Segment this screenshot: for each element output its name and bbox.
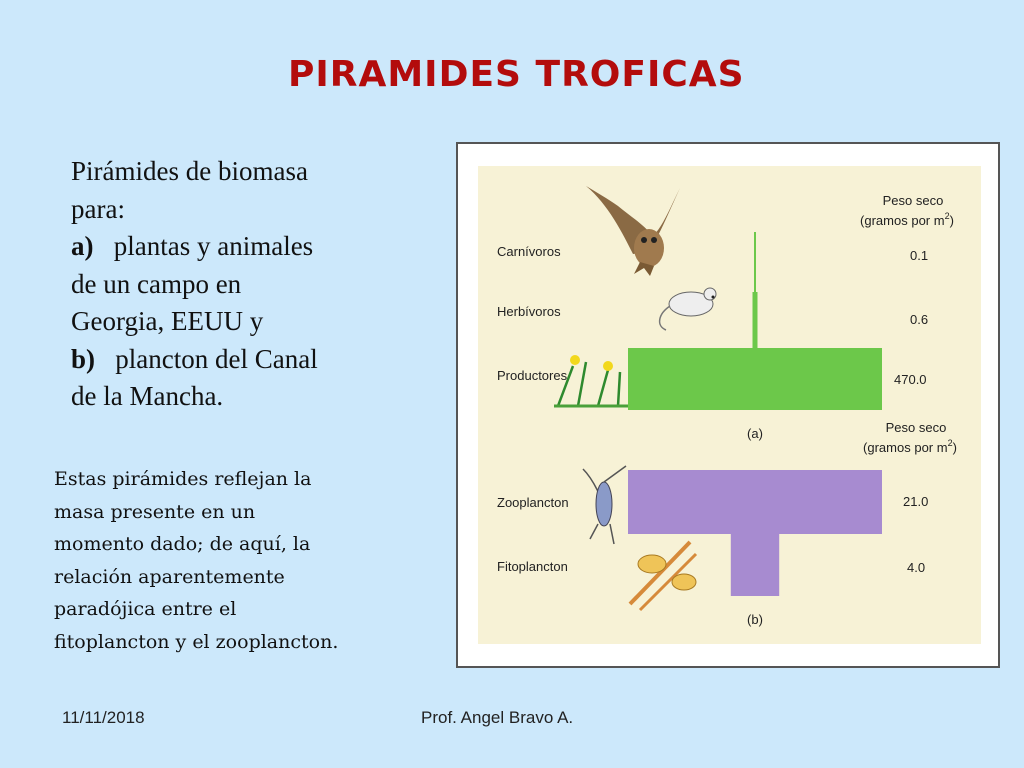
note-line: masa presente en un <box>54 500 256 523</box>
panel-b-level-label: Zooplancton <box>497 495 569 510</box>
panel-a-bar <box>754 232 756 292</box>
panel-b-header-unit: (gramos por m <box>863 440 948 455</box>
footer-date: 11/11/2018 <box>62 708 145 727</box>
panel-a-header-unit: (gramos por m <box>860 213 945 228</box>
pyramid-diagram <box>458 144 998 666</box>
item-a-text: plantas y animales <box>113 231 314 261</box>
panel-a-level-label: Productores <box>497 368 568 383</box>
item-a-first-line <box>71 228 401 266</box>
note-line: fitoplancton y el zooplancton. <box>54 630 339 653</box>
item-b-line: de la Mancha. <box>71 381 224 411</box>
panel-a-level-value: 470.0 <box>894 372 927 387</box>
panel-a-level-value: 0.6 <box>910 312 929 327</box>
note-line: momento dado; de aquí, la <box>54 533 311 555</box>
explanatory-note <box>54 463 414 658</box>
intro-line: Pirámides de biomasa <box>71 156 308 186</box>
panel-b-header-superscript: 2 <box>947 438 953 448</box>
footer-author: Prof. Angel Bravo A. <box>421 708 574 727</box>
panel-a-caption: (a) <box>747 426 763 441</box>
panel-a-header-close: ) <box>949 213 954 228</box>
note-line: relación aparentemente <box>54 565 285 588</box>
panel-b-header-line2 <box>863 438 957 455</box>
panel-a-header-line1: Peso seco <box>882 193 944 208</box>
item-a-marker: a) <box>71 231 94 261</box>
panel-a-header-superscript: 2 <box>944 211 950 221</box>
item-a-line: de un campo en <box>71 268 242 299</box>
item-b-marker: b) <box>71 343 96 374</box>
main-description <box>71 153 401 416</box>
panel-b-bar <box>731 534 779 596</box>
panel-b-level-value: 21.0 <box>903 494 929 509</box>
panel-a-level-value: 0.1 <box>910 248 929 263</box>
panel-b-caption: (b) <box>747 612 763 627</box>
panel-a-level-label: Herbívoros <box>497 304 561 319</box>
item-b-first-line <box>71 341 401 379</box>
panel-b-bar <box>628 470 882 534</box>
panel-b-level-label: Fitoplancton <box>497 559 568 574</box>
note-line: paradójica entre el <box>54 598 237 620</box>
biomass-pyramid-figure <box>456 142 1000 668</box>
panel-a-level-label: Carnívoros <box>497 244 561 259</box>
intro-line: para: <box>71 193 125 224</box>
item-b-text: plancton del Canal <box>115 343 318 374</box>
panel-b-header-close: ) <box>952 440 957 455</box>
panel-a-bar <box>753 292 758 348</box>
note-line: Estas pirámides reflejan la <box>54 468 312 490</box>
slide-title: PIRAMIDES TROFICAS <box>288 54 745 95</box>
panel-b-header-line1: Peso seco <box>885 420 947 435</box>
panel-a-bar <box>628 348 882 410</box>
panel-a-header-line2 <box>860 211 954 228</box>
panel-b-level-value: 4.0 <box>907 560 926 575</box>
item-a-line: Georgia, EEUU y <box>71 306 264 336</box>
